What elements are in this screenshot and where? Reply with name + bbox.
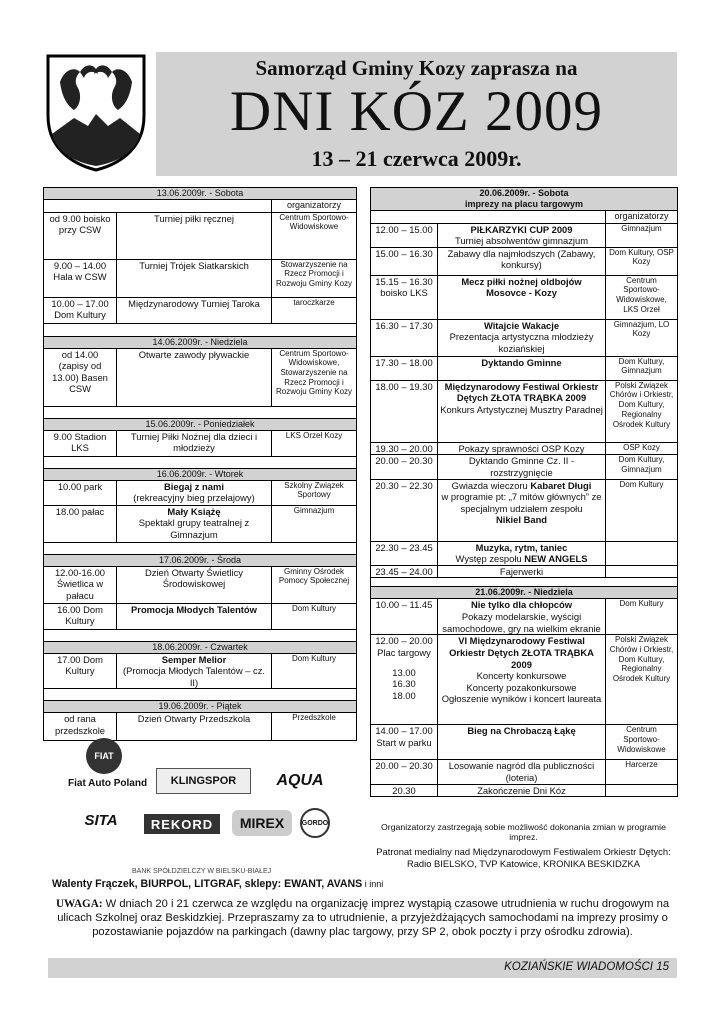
gordo-logo: GORDO [300,808,330,838]
aqua-logo: AQUA [276,772,324,789]
table-row: 10.00 park Biegaj z nami (rekreacyjny bieg przełajowy) Szkolny Związek Sportowy [44,480,357,505]
day-header: 14.06.2009r. - Niedziela [44,336,357,348]
table-row: od 14.00 (zapisy od 13.00) Basen CSW Otwarte zawody pływackie Centrum Sportowo-Widowiskowe, Stowarzyszenie na Rzecz Promocji i Rozwoju Gminy Kozy [44,348,357,406]
table-row: 18.00 – 19.30 Międzynarodowy Festiwal Orkiestr Dętych ZŁOTA TRĄBKA 2009 Konkurs Artystycznej Musztry Paradnej Polski Związek Chórów i Orkiestr, Dom Kultury, Regionalny Ośrodek Kultury [371,380,678,442]
table-row: 10.00 – 11.45 Nie tylko dla chłopców Pokazy modelarskie, wyścigi samochodowe, gry na wielkim ekranie Dom Kultury [371,599,678,635]
bank-logo-text: BANK SPÓŁDZIELCZY W BIELSKU-BIAŁEJ [132,868,272,875]
table-row: 19.30 – 20.00 Pokazy sprawności OSP Kozy OSP Kozy [371,442,678,455]
table-row: 15.00 – 16.30 Zabawy dla najmłodszych (Zabawy, konkursy) Dom Kultury, OSP Kozy [371,247,678,275]
table-row: 20.00 – 20.30 Dyktando Gminne Cz. II - rozstrzygnięcie Dom Kultury, Gimnazjum [371,455,678,479]
day-header: 20.06.2009r. - Sobota [479,188,569,198]
page-title: DNI KÓZ 2009 [230,80,603,143]
sponsor-list: Walenty Frączek, BIURPOL, LITGRAF, sklepy: EWANT, AVANS i inni [52,878,384,890]
table-row: 20.30 Zakończenie Dni Kóz [371,784,678,797]
table-row: 15.15 – 16.30 boisko LKS Mecz piłki nożnej oldbojów Mosovce - Kozy Centrum Sportowo-Widowiskowe, LKS Orzeł [371,275,678,319]
table-row: 12.00-16.00 Świetlica w pałacu Dzień Otwarty Świetlicy Środowiskowej Gminny Ośrodek Pomocy Społecznej [44,566,357,603]
table-row: 12.00 – 15.00 PIŁKARZYKI CUP 2009 Turniej absolwentów gimnazjum Gimnazjum [371,223,678,247]
fiat-logo-icon: FIAT [86,738,122,774]
organizers-header: organizatorzy [606,211,678,224]
traffic-notice: UWAGA: W dniach 20 i 21 czerwca ze względu na organizację imprez wystąpią czasowe utrudnienia w ruchu drogowym na ulicach Szkolnej oraz Beskidzkiej. Przepraszamy za to utrudnienie, a przyjeżdżających samochodami na imprezy prosimy o pozostawianie pojazdów na parkingach (dawny plac targowy, przy SP 2, obok poczty i przy ośrodku zdrowia). [55,898,670,938]
day-header: 18.06.2009r. - Czwartek [44,641,357,653]
day-header: 17.06.2009r. - Środa [44,554,357,566]
header-subtitle: Samorząd Gminy Kozy zaprasza na [255,56,578,80]
day-header: 21.06.2009r. - Niedziela [371,587,678,599]
table-row: 9.00 – 14.00 Hala w CSW Turniej Trójek Siatkarskich Stowarzyszenie na Rzecz Promocji i Rozwoju Gminy Kozy [44,259,357,297]
table-row: 10.00 – 17.00 Dom Kultury Międzynarodowy Turniej Taroka taroczkarze [44,297,357,323]
day-subheader: imprezy na placu targowym [464,199,584,209]
klingspor-logo: KLINGSPOR [156,768,251,794]
day-header: 19.06.2009r. - Piątek [44,701,357,713]
table-row: 16.00 Dom Kultury Promocja Młodych Talentów Dom Kultury [44,603,357,629]
table-row: 23.45 – 24.00 Fajerwerki [371,565,678,578]
schedule-left-table [43,187,357,741]
schedule-right-table [370,187,678,797]
table-row: 14.00 – 17.00 Start w parku Bieg na Chrobaczą Łąkę Centrum Sportowo-Widowiskowe [371,725,678,760]
day-header: 13.06.2009r. - Sobota [44,188,357,200]
table-row: 20.30 – 22.30 Gwiazda wieczoru Kabaret Długi w programie pt: „7 mitów głównych” ze specjalnym udziałem zespołu Nikiel Band Dom Kultury [371,479,678,541]
table-row: 17.00 Dom Kultury Semper Melior (Promocja Młodych Talentów – cz. II) Dom Kultury [44,653,357,689]
page-footer: KOZIAŃSKIE WIADOMOŚCI 15 [48,958,677,978]
coat-of-arms-icon [44,52,148,172]
table-row: od rana przedszkole Dzień Otwarty Przedszkola Przedszkole [44,713,357,741]
table-row: 12.00 – 20.00 Plac targowy 13.00 16.30 18.00 VI Międzynarodowy Festiwal Orkiestr Dętych ZŁOTA TRĄBKA 2009 Koncerty konkursowe Koncerty pozakonkursowe Ogłoszenie wyników i koncert laureata Polski Związek Chórów i Orkiestr, Dom Kultury, Regionalny Ośrodek Kultury [371,635,678,725]
day-header: 16.06.2009r. - Wtorek [44,468,357,480]
organizers-header: organizatorzy [272,200,357,213]
sita-logo: SITA [84,811,118,829]
table-row: 9.00 Stadion LKS Turniej Piłki Nożnej dla dzieci i młodzieży LKS Orzeł Kozy [44,430,357,456]
table-row: od 9.00 boisko przy CSW Turniej piłki ręcznej Centrum Sportowo-Widowiskowe [44,212,357,259]
table-row: 20.00 – 20.30 Losowanie nagród dla publiczności (loteria) Harcerze [371,760,678,784]
sponsor-logos [46,738,356,888]
fiat-name: Fiat Auto Poland [68,778,148,789]
header-dates: 13 – 21 czerwca 2009r. [311,146,522,171]
rekord-logo: REKORD [144,814,220,834]
table-row: 22.30 – 23.45 Muzyka, rytm, taniec Występ zespołu NEW ANGELS [371,541,678,565]
table-row: 17.30 – 18.00 Dyktando Gminne Dom Kultury, Gimnazjum [371,356,678,380]
table-row: 18.00 pałac Mały Książę Spektakl grupy teatralnej z Gimnazjum Gimnazjum [44,505,357,542]
disclaimer-text: Organizatorzy zastrzegają sobie możliwość dokonania zmian w programie imprez. [381,822,666,842]
media-patronage: Patronat medialny nad Międzynarodowym Festiwalem Orkiestr Dętych: Radio BIELSKO, TVP Katowice, KRONIKA BESKIDZKA [376,846,671,869]
header-banner [156,52,677,176]
table-row: 16.30 – 17.30 Witajcie Wakacje Prezentacja artystyczna młodzieży koziańskiej Gimnazjum, LO Kozy [371,319,678,356]
day-header: 15.06.2009r. - Poniedziałek [44,418,357,430]
mirex-logo: MIREX [232,810,292,836]
